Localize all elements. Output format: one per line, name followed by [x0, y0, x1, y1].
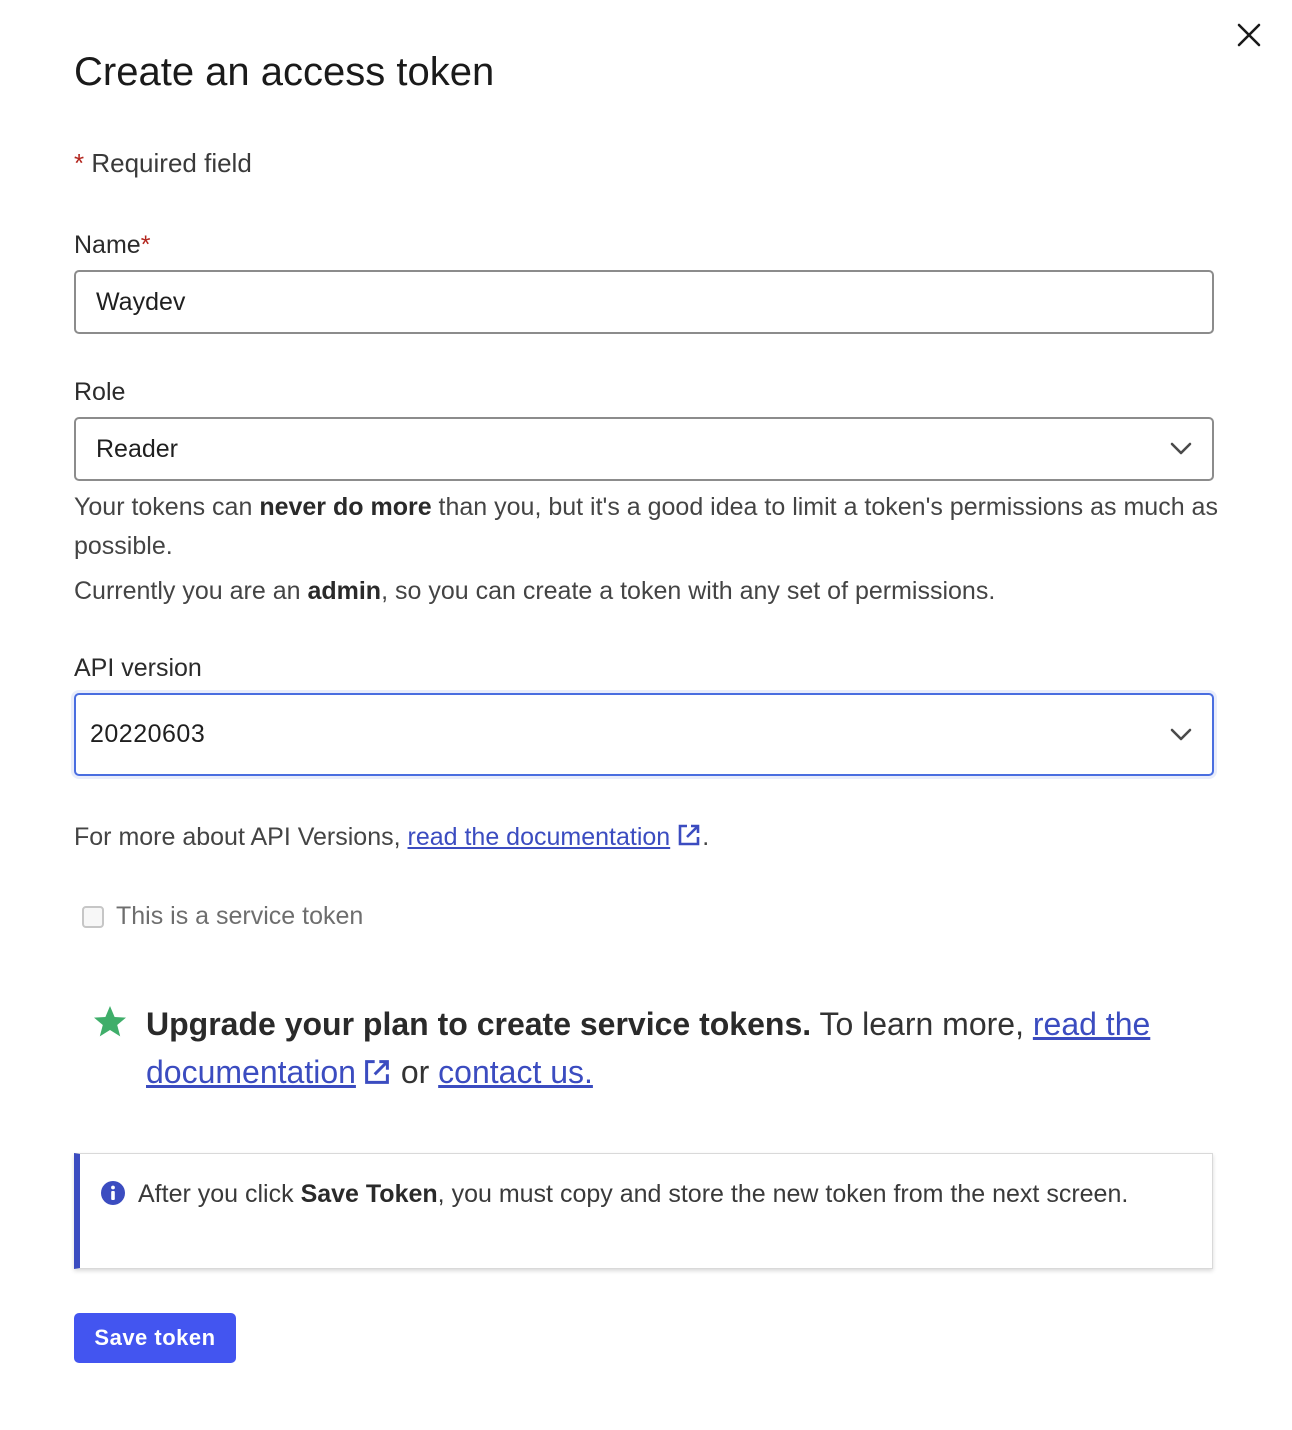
required-star: * — [74, 148, 85, 178]
role-help-1-post: than you, but it's a good idea to limit a token's permissions as much as possible. — [74, 493, 1218, 560]
close-icon — [1236, 22, 1262, 48]
role-select-value: Reader — [96, 434, 178, 463]
service-token-row[interactable] — [82, 902, 363, 931]
required-note-text: Required field — [91, 148, 252, 178]
info-post: , you must copy and store the new token from the next screen. — [437, 1180, 1129, 1208]
name-required-star: * — [140, 231, 151, 259]
info-callout — [74, 1153, 1213, 1269]
save-token-button[interactable]: Save token — [74, 1313, 236, 1363]
name-label — [74, 231, 150, 260]
role-help-2-pre: Currently you are an — [74, 577, 308, 605]
star-icon — [92, 1004, 128, 1040]
external-link-icon[interactable] — [676, 822, 702, 848]
role-help-text — [74, 488, 1224, 566]
role-help-1-bold: never do more — [259, 493, 432, 521]
service-token-checkbox[interactable] — [82, 906, 104, 928]
service-token-label: This is a service token — [116, 902, 364, 930]
api-version-select-value: 20220603 — [90, 720, 206, 748]
info-icon — [100, 1180, 126, 1206]
role-select[interactable] — [74, 417, 1214, 481]
name-label-text: Name — [74, 231, 141, 259]
api-docs-link[interactable]: read the documentation — [407, 823, 671, 851]
info-bold: Save Token — [300, 1180, 438, 1208]
role-help-2-bold: admin — [307, 577, 382, 605]
role-help-1-pre: Your tokens can — [74, 493, 260, 521]
upgrade-text — [146, 1000, 1206, 1096]
info-pre: After you click — [138, 1180, 301, 1208]
role-admin-note — [74, 572, 1224, 611]
api-version-select[interactable] — [74, 693, 1214, 776]
api-help-post: . — [702, 823, 710, 851]
role-label: Role — [74, 378, 126, 406]
name-input[interactable] — [74, 270, 1214, 334]
required-field-note — [74, 148, 252, 179]
upgrade-bold: Upgrade your plan to create service tokens. — [146, 1006, 812, 1042]
chevron-down-icon — [1170, 728, 1192, 742]
api-version-label: API version — [74, 654, 202, 682]
api-version-help — [74, 818, 1224, 857]
contact-us-link[interactable]: contact us. — [438, 1054, 593, 1090]
role-help-2-post: , so you can create a token with any set of permissions. — [381, 577, 996, 605]
info-text — [138, 1175, 1178, 1213]
upgrade-docs-link[interactable]: read the documentation — [146, 1006, 1151, 1090]
chevron-down-icon — [1170, 442, 1192, 456]
dialog-title: Create an access token — [74, 50, 495, 94]
api-help-pre: For more about API Versions, — [74, 823, 408, 851]
upgrade-learn-more: To learn more, — [811, 1006, 1033, 1042]
close-button[interactable] — [1232, 18, 1266, 52]
external-link-icon[interactable] — [362, 1057, 392, 1087]
upgrade-or: or — [391, 1054, 439, 1090]
